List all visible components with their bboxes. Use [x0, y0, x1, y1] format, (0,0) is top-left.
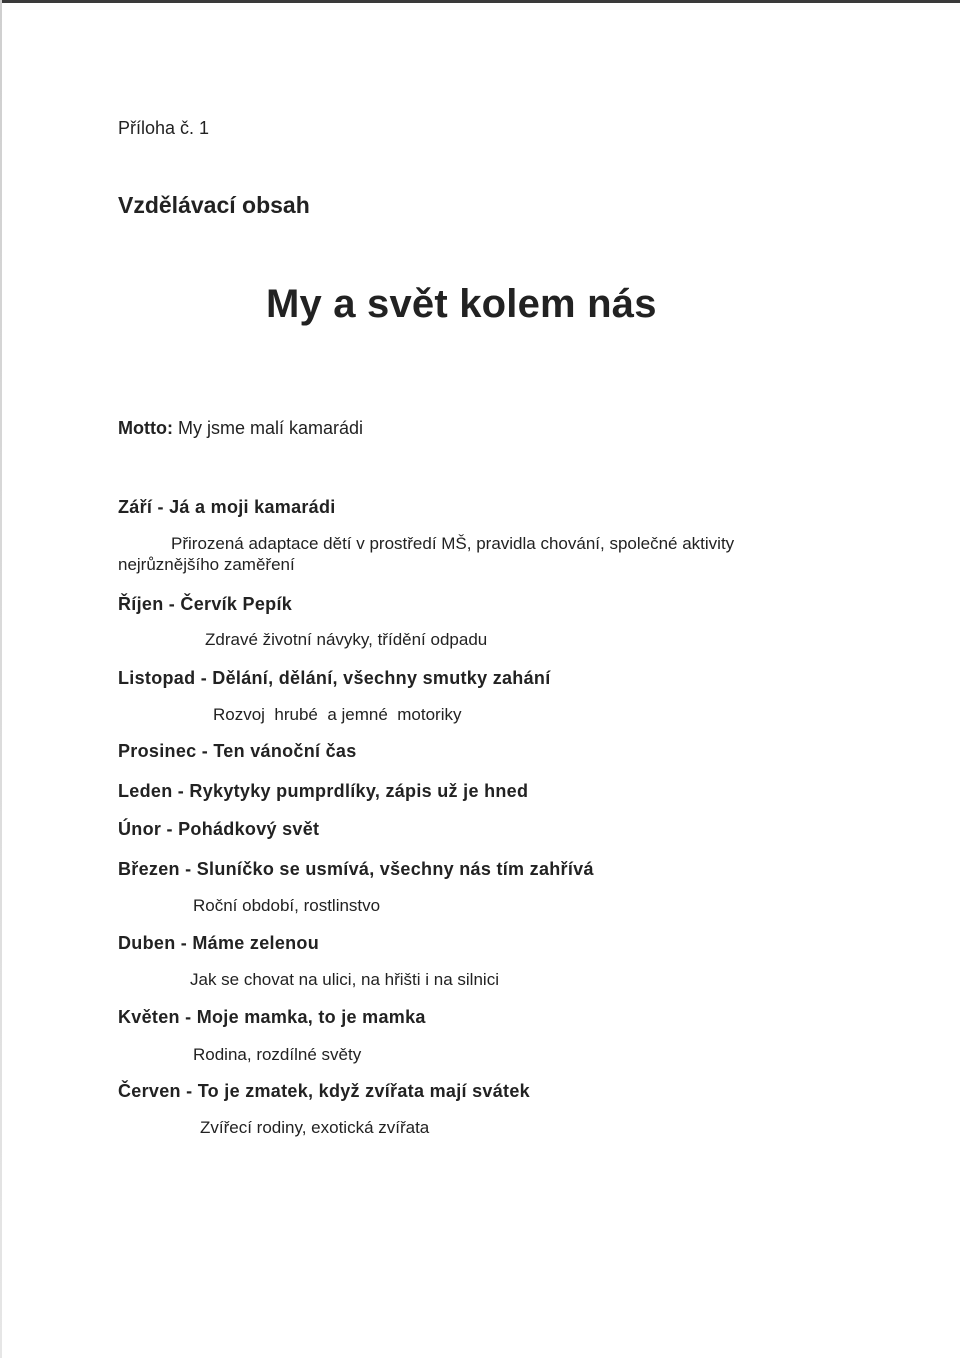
month-description-duben: Jak se chovat na ulici, na hřišti i na silnici — [190, 970, 499, 989]
month-heading-prosinec: Prosinec - Ten vánoční čas — [118, 741, 357, 761]
scan-edge-left — [0, 0, 2, 1358]
month-heading-rijen: Říjen - Červík Pepík — [118, 594, 293, 614]
motto-label: Motto: — [118, 418, 173, 438]
attachment-label: Příloha č. 1 — [118, 118, 210, 138]
month-heading-leden: Leden - Rykytyky pumprdlíky, zápis už je hned — [118, 781, 529, 801]
month-heading-listopad: Listopad - Dělání, dělání, všechny smutky zahání — [118, 668, 551, 688]
month-heading-duben: Duben - Máme zelenou — [118, 933, 320, 953]
motto — [118, 418, 363, 439]
month-description-zari-line-2: nejrůznějšího zaměření — [118, 555, 295, 574]
month-description-kveten: Rodina, rozdílné světy — [193, 1045, 362, 1064]
month-description-cerven: Zvířecí rodiny, exotická zvířata — [200, 1118, 430, 1137]
month-heading-cerven: Červen - To je zmatek, když zvířata mají svátek — [118, 1081, 530, 1101]
month-description-listopad: Rozvoj hrubé a jemné motoriky — [213, 705, 462, 724]
month-description-rijen: Zdravé životní návyky, třídění odpadu — [205, 630, 488, 649]
motto-text: My jsme malí kamarádi — [177, 418, 364, 438]
scan-edge-top — [0, 0, 960, 3]
section-heading: Vzdělávací obsah — [118, 192, 310, 218]
month-heading-brezen: Březen - Sluníčko se usmívá, všechny nás tím zahřívá — [118, 859, 594, 879]
month-heading-kveten: Květen - Moje mamka, to je mamka — [118, 1007, 426, 1027]
month-description-zari-line-1: Přirozená adaptace dětí v prostředí MŠ, pravidla chování, společné aktivity — [171, 534, 735, 553]
month-heading-unor: Únor - Pohádkový svět — [118, 819, 320, 839]
page-title: My a svět kolem nás — [266, 282, 657, 326]
month-description-brezen: Roční období, rostlinstvo — [193, 896, 381, 915]
month-heading-zari: Září - Já a moji kamarádi — [118, 497, 336, 517]
